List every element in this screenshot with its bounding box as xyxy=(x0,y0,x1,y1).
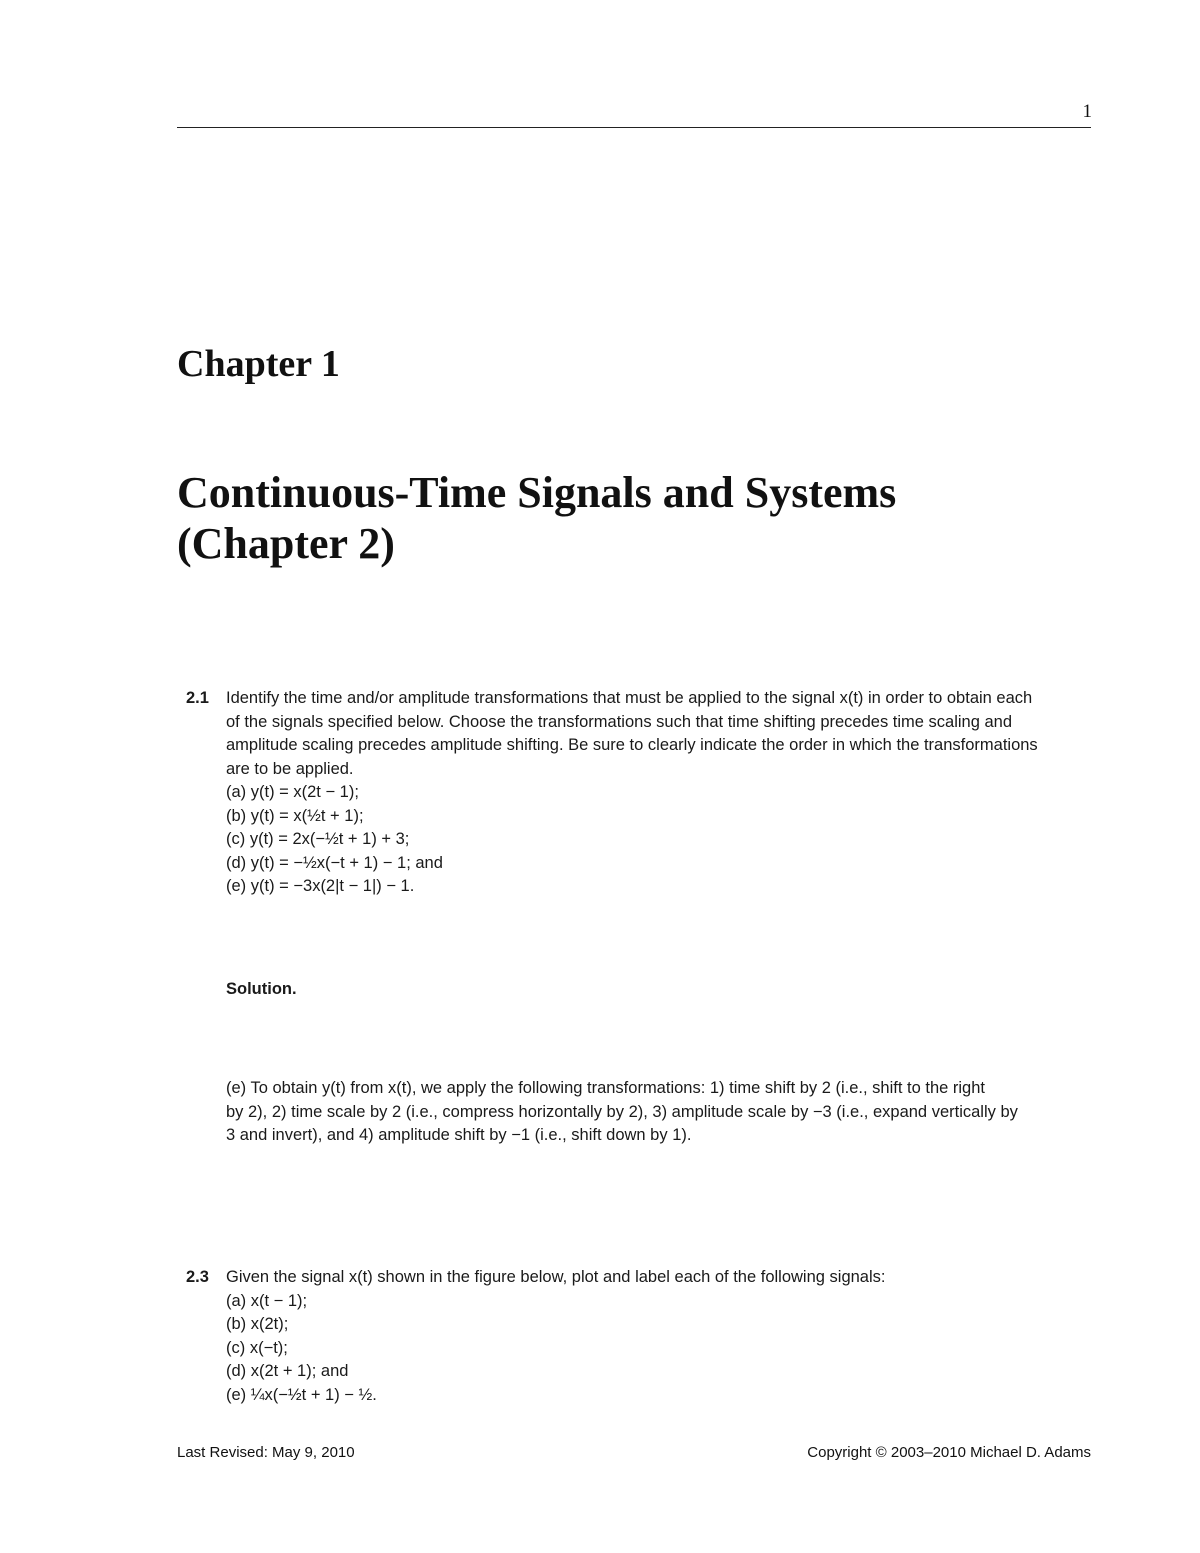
solution-line-1: (e) To obtain y(t) from x(t), we apply the following transformations: 1) time shift by 2 (i.e., shift to the right xyxy=(226,1079,985,1097)
problem-2-1-line-4: are to be applied. xyxy=(226,759,354,778)
chapter-title-line-1: Continuous-Time Signals and Systems xyxy=(177,468,897,517)
solution-text xyxy=(226,1077,1092,1148)
problem-2-3-line-1: Given the signal x(t) shown in the figure below, plot and label each of the following signals: xyxy=(226,1268,886,1286)
problem-2-1-part-e: (e) y(t) = −3x(2|t − 1|) − 1. xyxy=(226,877,415,895)
solution-line-3: 3 and invert), and 4) amplitude shift by −1 (i.e., shift down by 1). xyxy=(226,1126,692,1144)
problem-2-3-part-b: (b) x(2t); xyxy=(226,1315,289,1333)
problem-2-1-part-b: (b) y(t) = x(½t + 1); xyxy=(226,806,364,825)
problem-2-1-statement xyxy=(226,687,1092,899)
problem-number-2-3: 2.3 xyxy=(186,1268,209,1286)
problem-2-1-line-2: of the signals specified below. Choose the transformations such that time shifting precedes time scaling and xyxy=(226,712,1013,731)
problem-2-3-part-d: (d) x(2t + 1); and xyxy=(226,1362,349,1380)
chapter-label: Chapter 1 xyxy=(177,343,340,385)
problem-2-1-line-3: amplitude scaling precedes amplitude shifting. Be sure to clearly indicate the order in which the transformations xyxy=(226,736,1038,754)
problem-2-3-statement xyxy=(226,1266,1092,1407)
page-number: 1 xyxy=(1082,101,1092,122)
problem-number-2-1: 2.1 xyxy=(186,689,209,707)
problem-2-1-line-1: Identify the time and/or amplitude transformations that must be applied to the signal x(t) in order to obtain each xyxy=(226,689,1033,707)
problem-2-1-part-c: (c) y(t) = 2x(−½t + 1) + 3; xyxy=(226,830,410,848)
header-rule xyxy=(177,127,1091,128)
problem-2-3-part-e: (e) ¼x(−½t + 1) − ½. xyxy=(226,1385,377,1404)
solution-line-2: by 2), 2) time scale by 2 (i.e., compress horizontally by 2), 3) amplitude scale by −3 (i.e., expand vertically by xyxy=(226,1102,1018,1121)
footer-copyright: Copyright © 2003–2010 Michael D. Adams xyxy=(807,1444,1091,1461)
problem-2-1-part-a: (a) y(t) = x(2t − 1); xyxy=(226,783,359,801)
chapter-title xyxy=(177,467,896,569)
solution-label: Solution. xyxy=(226,980,297,998)
problem-2-3-part-c: (c) x(−t); xyxy=(226,1338,288,1357)
problem-2-3-part-a: (a) x(t − 1); xyxy=(226,1291,308,1310)
chapter-title-line-2: (Chapter 2) xyxy=(177,519,395,568)
footer-last-revised: Last Revised: May 9, 2010 xyxy=(177,1444,355,1461)
problem-2-1-part-d: (d) y(t) = −½x(−t + 1) − 1; and xyxy=(226,853,443,872)
